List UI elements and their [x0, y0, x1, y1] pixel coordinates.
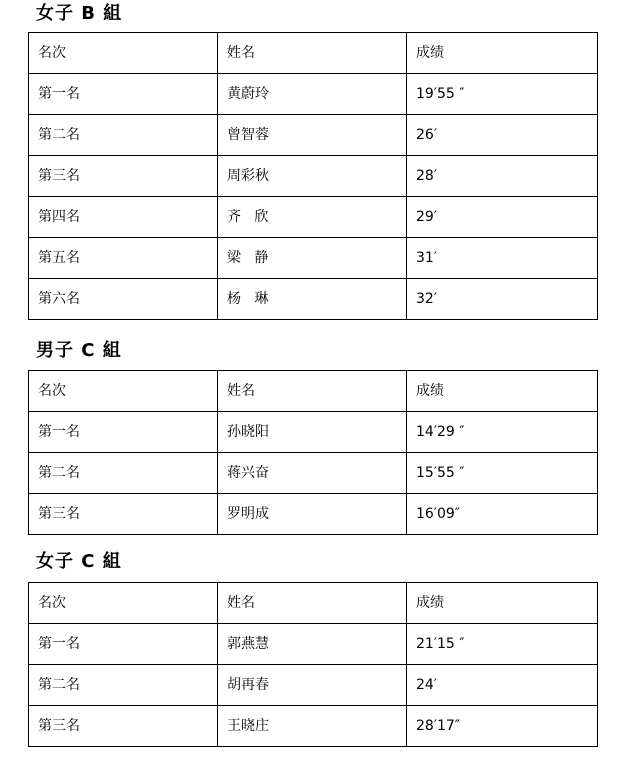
rank-cell: 第二名 — [29, 665, 218, 706]
score-cell: 19′55 ″ — [407, 74, 598, 115]
section-title-men-c: 男子 C 組 — [36, 340, 122, 361]
rank-cell: 第一名 — [29, 624, 218, 665]
header-score: 成绩 — [407, 33, 598, 74]
header-rank: 名次 — [29, 583, 218, 624]
table-row — [29, 156, 598, 197]
table-header-row — [29, 371, 598, 412]
table-row — [29, 238, 598, 279]
rank-cell: 第二名 — [29, 453, 218, 494]
results-table-women-b — [28, 32, 598, 320]
table-row — [29, 279, 598, 320]
rank-cell: 第三名 — [29, 156, 218, 197]
rank-cell: 第四名 — [29, 197, 218, 238]
name-cell: 王晓庄 — [218, 706, 407, 747]
header-score: 成绩 — [407, 371, 598, 412]
score-cell: 14′29 ″ — [407, 412, 598, 453]
table-row — [29, 624, 598, 665]
score-cell: 29′ — [407, 197, 598, 238]
rank-cell: 第六名 — [29, 279, 218, 320]
table-header-row — [29, 583, 598, 624]
name-cell: 齐 欣 — [218, 197, 407, 238]
rank-cell: 第二名 — [29, 115, 218, 156]
rank-cell: 第三名 — [29, 706, 218, 747]
header-rank: 名次 — [29, 33, 218, 74]
score-cell: 16′09″ — [407, 494, 598, 535]
results-table-women-c — [28, 582, 598, 747]
table-row — [29, 412, 598, 453]
name-cell: 罗明成 — [218, 494, 407, 535]
table-header-row — [29, 33, 598, 74]
section-title-women-c: 女子 C 組 — [36, 551, 122, 572]
table-row — [29, 494, 598, 535]
section-title-women-b: 女子 B 組 — [36, 3, 123, 24]
name-cell: 杨 琳 — [218, 279, 407, 320]
rank-cell: 第一名 — [29, 74, 218, 115]
results-table-men-c — [28, 370, 598, 535]
rank-cell: 第三名 — [29, 494, 218, 535]
score-cell: 21′15 ″ — [407, 624, 598, 665]
table-row — [29, 665, 598, 706]
header-name: 姓名 — [218, 33, 407, 74]
rank-cell: 第一名 — [29, 412, 218, 453]
name-cell: 黄蔚玲 — [218, 74, 407, 115]
header-score: 成绩 — [407, 583, 598, 624]
header-rank: 名次 — [29, 371, 218, 412]
name-cell: 郭燕慧 — [218, 624, 407, 665]
table-row — [29, 706, 598, 747]
score-cell: 24′ — [407, 665, 598, 706]
score-cell: 28′ — [407, 156, 598, 197]
score-cell: 15′55 ″ — [407, 453, 598, 494]
score-cell: 26′ — [407, 115, 598, 156]
table-row — [29, 453, 598, 494]
name-cell: 蒋兴奋 — [218, 453, 407, 494]
name-cell: 梁 静 — [218, 238, 407, 279]
name-cell: 曾智蓉 — [218, 115, 407, 156]
rank-cell: 第五名 — [29, 238, 218, 279]
score-cell: 31′ — [407, 238, 598, 279]
score-cell: 32′ — [407, 279, 598, 320]
score-cell: 28′17″ — [407, 706, 598, 747]
table-row — [29, 115, 598, 156]
name-cell: 周彩秋 — [218, 156, 407, 197]
header-name: 姓名 — [218, 583, 407, 624]
table-row — [29, 197, 598, 238]
name-cell: 胡再春 — [218, 665, 407, 706]
header-name: 姓名 — [218, 371, 407, 412]
table-row — [29, 74, 598, 115]
name-cell: 孙晓阳 — [218, 412, 407, 453]
